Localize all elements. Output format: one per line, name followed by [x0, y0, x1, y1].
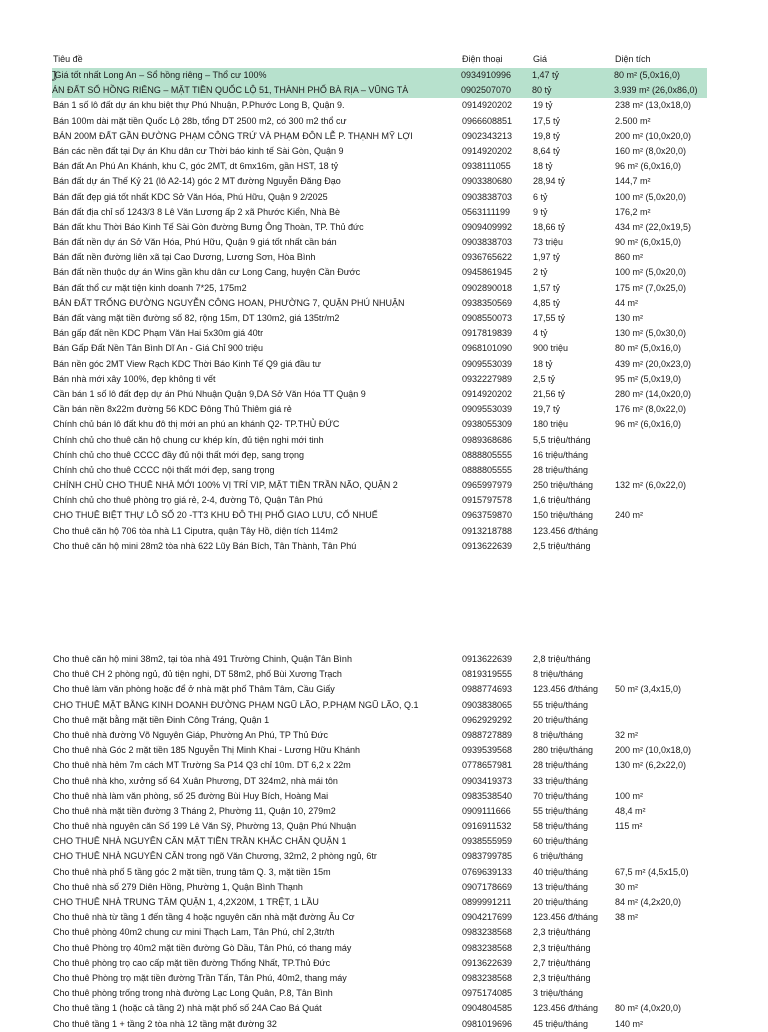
listing-area: 160 m² (8,0x20,0): [615, 145, 687, 156]
listing-price: 5,5 triệu/tháng: [533, 434, 591, 445]
listing-phone: 0988774693: [462, 684, 513, 695]
listing-phone: 0939539568: [462, 745, 513, 756]
table-row: [52, 83, 707, 98]
table-row: [53, 357, 768, 372]
listing-price: 123.456 đ/tháng: [533, 525, 599, 536]
listing-area: 67,5 m² (4,5x15,0): [615, 866, 689, 877]
listing-area: 80 m² (5,0x16,0): [615, 343, 682, 354]
blank-gap: [53, 554, 768, 652]
listing-area: 130 m² (6,2x22,0): [615, 760, 687, 771]
listing-phone: 0945861945: [462, 267, 513, 278]
listing-price: 70 triệu/tháng: [533, 790, 589, 801]
listing-title: Bán đất nền đường liên xã tại Cao Dương, Lương Sơn, Hòa Bình: [53, 252, 316, 263]
listing-title: CHO THUÊ NHÀ NGUYÊN CĂN trong ngõ Văn Chương, 32m2, 2 phòng ngủ, 6tr: [53, 851, 377, 862]
listing-area: 30 m²: [615, 881, 639, 892]
listing-area: 80 m² (4,0x20,0): [615, 1003, 682, 1014]
listing-price: 2,3 triệu/tháng: [533, 972, 591, 983]
listing-title: Cho thuê nhà đường Võ Nguyên Giáp, Phường An Phú, TP Thủ Đức: [53, 729, 329, 740]
listing-title: Cho thuê căn hộ mini 28m2 tòa nhà 622 Lũy Bán Bích, Tân Thành, Tân Phú: [53, 540, 357, 551]
listing-title: Bán đất vàng mặt tiền đường số 82, rộng 15m, DT 130m2, giá 135tr/m2: [53, 313, 340, 323]
listing-area: 176,2 m²: [615, 206, 651, 217]
listing-price: 4,85 tỷ: [533, 297, 561, 308]
table-row: [53, 971, 768, 986]
listing-title: Cho thuê Phòng trọ mặt tiền đường Trần Tấn, Tân Phú, 40m2, thang máy: [53, 972, 347, 983]
listing-phone: 0975174085: [462, 988, 513, 999]
listing-price: 6 triệu/tháng: [533, 851, 584, 862]
header-title: Tiêu đề: [53, 54, 83, 64]
listing-phone: 0981019696: [462, 1018, 513, 1029]
listing-phone: 0932227989: [462, 373, 513, 384]
listing-phone: 0914920202: [462, 145, 513, 156]
listing-title: Bán 1 số lô đất dự án khu biệt thự Phú Nhuận, P.Phước Long B, Quận 9.: [53, 100, 345, 111]
listing-price: 28 triệu/tháng: [533, 464, 589, 475]
listing-area: 130 m² (5,0x30,0): [615, 328, 687, 339]
listing-price: 123.456 đ/tháng: [533, 912, 599, 923]
listing-phone: 0909553039: [462, 404, 513, 415]
listing-price: 1,47 tỷ: [532, 70, 560, 80]
listing-phone: 0988727889: [462, 729, 513, 740]
listing-area: 439 m² (20,0x23,0): [615, 358, 692, 369]
listing-title: ⃣ Giá tốt nhất Long An – Sổ hồng riêng – Thổ cư 100%: [52, 70, 267, 80]
listing-title: Cho thuê nhà phố 5 tầng góc 2 mặt tiền, trung tâm Q. 3, mặt tiền 15m: [53, 866, 331, 877]
listing-phone: 0913622639: [462, 957, 513, 968]
listing-price: 1,6 triệu/tháng: [533, 495, 591, 506]
listing-price: 33 triệu/tháng: [533, 775, 589, 786]
listing-price: 123.456 đ/tháng: [533, 684, 599, 695]
table-row: [53, 789, 768, 804]
table-row: [53, 129, 768, 144]
listing-area: 3.939 m² (26,0x86,0): [614, 85, 698, 96]
listing-price: 900 triệu: [533, 343, 569, 354]
listing-phone: 0903380680: [462, 176, 513, 187]
table-row: [53, 114, 768, 129]
table-row: [53, 205, 768, 220]
listing-title: Bán nền góc 2MT View Rạch KDC Thời Báo Kinh Tế Q9 giá đầu tư: [53, 358, 321, 369]
listing-price: 2,3 triệu/tháng: [533, 942, 591, 953]
listing-area: 200 m² (10,0x18,0): [615, 745, 692, 756]
listing-title: Chính chủ cho thuê căn hộ chung cư khép kín, đủ tiện nghi mới tinh: [53, 434, 324, 445]
listing-price: 45 triệu/tháng: [533, 1018, 589, 1029]
listing-title: Cho thuê CH 2 phòng ngủ, đủ tiện nghi, DT 58m2, phố Bùi Xương Trạch: [53, 669, 342, 680]
table-row: [53, 834, 768, 849]
listing-price: 6 tỷ: [533, 191, 548, 202]
listing-area: 132 m² (6,0x22,0): [615, 480, 687, 491]
listing-title: CHO THUÊ BIỆT THỰ LÔ SỐ 20 -TT3 KHU ĐÔ THỊ PHỐ GIAO LƯU, CỔ NHUẾ: [53, 510, 378, 521]
listing-title: Bán đất khu Thời Báo Kinh Tế Sài Gòn đường Bưng Ông Thoàn, TP. Thủ đức: [53, 221, 364, 232]
table-row: [53, 713, 768, 728]
listing-price: 1,57 tỷ: [533, 282, 561, 293]
table-row: [53, 941, 768, 956]
listing-phone: 0902507070: [461, 85, 512, 96]
listing-title: Cho thuê tầng 1 + tầng 2 tòa nhà 12 tầng mặt đường 32: [53, 1018, 277, 1029]
listing-area: 115 m²: [615, 821, 643, 832]
listing-title: Bán gấp đất nền KDC Phạm Văn Hai 5x30m giá 40tr: [53, 328, 264, 339]
table-row: [53, 250, 768, 265]
table-row: [53, 372, 768, 387]
listing-price: 20 triệu/tháng: [533, 714, 589, 725]
listing-phone: 0909553039: [462, 358, 513, 369]
table-row: [53, 910, 768, 925]
table-row: [53, 667, 768, 682]
listing-price: 2 tỷ: [533, 267, 548, 278]
listing-area: 100 m² (5,0x20,0): [615, 191, 687, 202]
listing-area: 90 m² (6,0x15,0): [615, 237, 682, 248]
listing-phone: 0913622639: [462, 540, 513, 551]
listing-phone: 0917819839: [462, 328, 513, 339]
table-row: [53, 98, 768, 113]
table-row: [53, 417, 768, 432]
listing-title: Cần bán 1 số lô đất đẹp dự án Phú Nhuận Quận 9,DA Sở Văn Hóa TT Quận 9: [53, 388, 366, 399]
listing-title: Bán đất địa chỉ số 1243/3 8 Lê Văn Lương ấp 2 xã Phước Kiển, Nhà Bè: [53, 206, 341, 217]
listing-title: Chính chủ cho thuê phòng trọ giá rẻ, 2-4, đường Tô, Quận Tân Phú: [53, 495, 323, 506]
listing-price: 280 triệu/tháng: [533, 745, 594, 756]
listing-phone: 0914920202: [462, 100, 513, 111]
table-row: [53, 478, 768, 493]
listing-title: Cho thuê nhà kho, xưởng số 64 Xuân Phương, DT 324m2, nhà mái tôn: [53, 775, 338, 786]
listing-title: Cho thuê phòng trọ cao cấp mặt tiền đường Thống Nhất, TP.Thủ Đức: [53, 957, 331, 968]
table-row: [53, 402, 768, 417]
listing-area: 100 m² (5,0x20,0): [615, 267, 687, 278]
listing-title: Chính chủ cho thuê CCCC nội thất mới đẹp, sang trọng: [53, 464, 275, 475]
listing-price: 16 triệu/tháng: [533, 449, 589, 460]
listing-phone: 0934910996: [461, 70, 512, 80]
listing-title: Cho thuê nhà mặt tiền đường 3 Tháng 2, Phường 11, Quận 10, 279m2: [53, 805, 336, 816]
listing-price: 19,7 tỷ: [533, 404, 561, 415]
table-row: [53, 728, 768, 743]
listing-phone: 0966608851: [462, 115, 513, 126]
header-price: Giá: [533, 54, 548, 64]
listing-title: Cho thuê phòng trống trong nhà đường Lạc Long Quân, P.8, Tân Bình: [53, 988, 333, 999]
listing-phone: 0962929292: [462, 714, 513, 725]
table-row: [53, 311, 768, 326]
listing-title: Bán các nền đất tại Dự án Khu dân cư Thời báo kinh tế Sài Gòn, Quận 9: [53, 145, 344, 156]
table-row: [53, 433, 768, 448]
table-row: [53, 326, 768, 341]
table-row: [53, 865, 768, 880]
listing-price: 150 triệu/tháng: [533, 510, 594, 521]
listing-title: Bán đất đẹp giá tốt nhất KDC Sở Văn Hóa, Phú Hữu, Quận 9 2/2025: [53, 191, 328, 202]
listing-price: 18 tỷ: [533, 161, 553, 172]
listing-price: 8 triệu/tháng: [533, 729, 584, 740]
listing-title: Cho thuê nhà từ tầng 1 đến tầng 4 hoặc nguyên căn nhà mặt đường Âu Cơ: [53, 912, 355, 923]
listing-phone: 0888805555: [462, 449, 513, 460]
listing-area: 100 m²: [615, 790, 644, 801]
listing-price: 40 triệu/tháng: [533, 866, 589, 877]
listing-price: 73 triệu: [533, 237, 564, 248]
table-row: [53, 1001, 768, 1016]
listing-title: Cho thuê mặt bằng mặt tiền Đinh Công Tráng, Quận 1: [53, 714, 270, 725]
listing-area: 130 m²: [615, 313, 644, 323]
listing-title: Cho thuê phòng 40m2 chung cư mini Thạch Lam, Tân Phú, chỉ 2,3tr/th: [53, 927, 335, 938]
listing-price: 55 triệu/tháng: [533, 699, 589, 710]
listing-rows-bottom: [53, 652, 768, 1032]
table-row: [53, 341, 768, 356]
listing-area: 84 m² (4,2x20,0): [615, 897, 682, 907]
table-row: [53, 281, 768, 296]
listing-rows-top: [53, 68, 768, 554]
listing-title: Bán đất dự án Thế Kỷ 21 (lô A2-14) góc 2 MT đường Nguyễn Đăng Đạo: [53, 176, 341, 187]
listing-price: 1,97 tỷ: [533, 252, 561, 263]
listing-phone: 0899991211: [462, 897, 512, 907]
listing-phone: 0913622639: [462, 654, 513, 664]
listing-phone: 0904804585: [462, 1003, 513, 1014]
listing-title: Cho thuê nhà số 279 Diên Hồng, Phường 1, Quận Bình Thạnh: [53, 881, 303, 892]
listing-area: 200 m² (10,0x20,0): [615, 130, 692, 141]
table-row: [53, 463, 768, 478]
listing-phone: 0914920202: [462, 388, 513, 399]
listing-price: 21,56 tỷ: [533, 388, 566, 399]
listing-price: 123.456 đ/tháng: [533, 1003, 599, 1014]
listing-price: 3 triệu/tháng: [533, 988, 584, 999]
table-row: [53, 819, 768, 834]
listing-title: Bán Gấp Đất Nền Tân Bình Dĩ An - Giá Chỉ 900 triệu: [53, 343, 263, 354]
listing-phone: 0902890018: [462, 282, 513, 293]
listing-phone: 0909409992: [462, 221, 513, 232]
listing-phone: 0903838703: [462, 191, 513, 202]
listing-phone: 0915797578: [462, 495, 513, 506]
listing-title: CHO THUÊ NHÀ NGUYÊN CĂN MẶT TIỀN TRẦN KHẮC CHÂN QUẬN 1: [53, 836, 347, 847]
table-row: [53, 265, 768, 280]
listing-phone: 0903419373: [462, 775, 513, 786]
listing-price: 19 tỷ: [533, 100, 553, 111]
listing-price: 250 triệu/tháng: [533, 480, 594, 491]
listing-price: 180 triệu: [533, 419, 569, 430]
table-row: [53, 524, 768, 539]
listing-price: 80 tỷ: [532, 85, 552, 96]
listing-price: 20 triệu/tháng: [533, 897, 589, 907]
listing-area: 860 m²: [615, 252, 644, 263]
listing-area: 96 m² (6,0x16,0): [615, 419, 682, 430]
listing-phone: 0769639133: [462, 866, 513, 877]
listing-title: BÁN ĐẤT TRỐNG ĐƯỜNG NGUYỄN CÔNG HOAN, PHƯỜNG 7, QUẬN PHÚ NHUẬN: [53, 297, 405, 308]
listing-title: Bán đất An Phú An Khánh, khu C, góc 2MT, dt 6mx16m, gần HST, 18 tỷ: [53, 161, 339, 172]
listing-area: 44 m²: [615, 297, 639, 308]
table-row: [53, 956, 768, 971]
listing-phone: 0902343213: [462, 130, 513, 141]
listing-title: CHO THUÊ MẶT BẰNG KINH DOANH ĐƯỜNG PHẠM NGŨ LÃO, P.PHẠM NGŨ LÃO, Q.1: [53, 699, 419, 710]
listing-area: 96 m² (6,0x16,0): [615, 161, 682, 172]
listing-area: 280 m² (14,0x20,0): [615, 388, 692, 399]
listing-phone: 0938350569: [462, 297, 513, 308]
table-row: [53, 493, 768, 508]
listing-title: Bán đất nền thuộc dự án Wins gần khu dân cư Long Cang, huyện Cần Đước: [53, 267, 361, 278]
table-row: [53, 880, 768, 895]
listing-area: 95 m² (5,0x19,0): [615, 373, 682, 384]
listing-phone: 0913218788: [462, 525, 513, 536]
listing-title: Cho thuê làm văn phòng hoặc để ở nhà mặt phố Thâm Tâm, Cầu Giấy: [53, 684, 335, 695]
table-row: [53, 387, 768, 402]
listing-title: Cho thuê tầng 1 (hoặc cả tầng 2) nhà mặt phố số 24A Cao Bá Quát: [53, 1003, 322, 1014]
listing-price: 4 tỷ: [533, 328, 548, 339]
table-row: [53, 220, 768, 235]
listing-price: 8 triệu/tháng: [533, 669, 584, 680]
listing-area: 240 m²: [615, 510, 644, 521]
listing-title: Cho thuê nhà hẻm 7m cách MT Trường Sa P14 Q3 chỉ 10m. DT 6,2 x 22m: [53, 760, 351, 771]
header-area: Diện tích: [615, 54, 651, 64]
listing-price: 9 tỷ: [533, 206, 548, 217]
listing-price: 19,8 tỷ: [533, 130, 561, 141]
listing-phone: 0909111666: [462, 805, 511, 816]
table-row: [53, 539, 768, 554]
listing-price: 28 triệu/tháng: [533, 760, 589, 771]
table-row: [53, 682, 768, 697]
table-header: [53, 52, 768, 68]
listing-phone: 0983799785: [462, 851, 513, 862]
listing-title: Cho thuê Phòng trọ 40m2 mặt tiền đường Gò Dầu, Tân Phú, có thang máy: [53, 942, 352, 953]
table-row: [53, 849, 768, 864]
listing-phone: 0983538540: [462, 790, 513, 801]
listing-phone: 0983238568: [462, 927, 513, 938]
listing-phone: 0983238568: [462, 972, 513, 983]
listing-phone: 0983238568: [462, 942, 513, 953]
listing-phone: 0938055309: [462, 419, 513, 430]
listing-phone: 0563111199: [462, 206, 511, 217]
table-row: [53, 1017, 768, 1032]
table-row: [53, 508, 768, 523]
listing-phone: 0968101090: [462, 343, 513, 354]
table-row: [53, 448, 768, 463]
listing-phone: 0938555959: [462, 836, 513, 847]
listing-phone: 0936765622: [462, 252, 513, 263]
listing-area: 144,7 m²: [615, 176, 651, 187]
table-row: [53, 743, 768, 758]
listing-phone: 0903838065: [462, 699, 513, 710]
listing-price: 2,5 tỷ: [533, 373, 556, 384]
table-row: [53, 144, 768, 159]
listing-title: Cho thuê nhà làm văn phòng, số 25 đường Bùi Huy Bích, Hoàng Mai: [53, 790, 329, 801]
listing-area: 140 m²: [615, 1018, 644, 1029]
listing-phone: 0965997979: [462, 480, 513, 491]
listing-title: CHO THUÊ NHÀ TRUNG TÂM QUẬN 1, 4,2X20M, 1 TRỆT, 1 LẦU: [53, 897, 319, 907]
listing-title: Chính chủ cho thuê CCCC đầy đủ nội thất mới đẹp, sang trọng: [53, 449, 305, 460]
table-row: [53, 774, 768, 789]
listing-phone: 0938111055: [462, 161, 511, 172]
listing-title: Cho thuê căn hộ mini 38m2, tại tòa nhà 491 Trường Chinh, Quận Tân Bình: [53, 654, 352, 664]
listing-price: 55 triệu/tháng: [533, 805, 589, 816]
listing-title: Cho thuê nhà Góc 2 mặt tiền 185 Nguyễn Thị Minh Khai - Lương Hữu Khánh: [53, 745, 360, 756]
listing-title: Chính chủ bán lô đất khu đô thị mới an phú an khánh Q2- TP.THỦ ĐỨC: [53, 419, 340, 430]
listing-price: 2,7 triệu/tháng: [533, 957, 591, 968]
listing-price: 13 triệu/tháng: [533, 881, 589, 892]
listing-title: ÁN ĐẤT SỔ HỒNG RIÊNG – MẶT TIỀN QUỐC LỘ 51, THÀNH PHỐ BÀ RỊA – VŨNG TÀ: [52, 85, 409, 96]
listing-area: 80 m² (5,0x16,0): [614, 70, 681, 80]
table-row: [53, 652, 768, 667]
listing-phone: 0963759870: [462, 510, 513, 521]
listing-area: 48,4 m²: [615, 805, 646, 816]
table-row: [53, 296, 768, 311]
listing-price: 18,66 tỷ: [533, 221, 566, 232]
listing-title: Cho thuê nhà nguyên căn Số 199 Lê Văn Sỹ, Phường 13, Quận Phú Nhuận: [53, 821, 357, 832]
listing-price: 2,5 triệu/tháng: [533, 540, 591, 551]
listing-table: [53, 52, 768, 1032]
table-row: [53, 895, 768, 910]
listing-area: 176 m² (8,0x22,0): [615, 404, 687, 415]
listing-phone: 0907178669: [462, 881, 513, 892]
listing-title: Bán nhà mới xây 100%, đẹp không tì vết: [53, 373, 216, 384]
table-row: [53, 925, 768, 940]
listing-area: 2.500 m²: [615, 115, 651, 126]
listing-area: 50 m² (3,4x15,0): [615, 684, 682, 695]
listing-phone: 0916911532: [462, 821, 512, 832]
listing-title: Bán đất thổ cư mặt tiện kinh doanh 7*25, 175m2: [53, 282, 247, 293]
listing-price: 8,64 tỷ: [533, 145, 561, 156]
listing-price: 2,3 triệu/tháng: [533, 927, 591, 938]
table-row: [53, 190, 768, 205]
listing-phone: 0908550073: [462, 313, 513, 323]
listing-area: 434 m² (22,0x19,5): [615, 221, 692, 232]
listing-title: Cần bán nền 8x22m đường 56 KDC Đông Thủ Thiêm giá rẻ: [53, 404, 292, 415]
listing-price: 18 tỷ: [533, 358, 553, 369]
listing-title: Bán đất nền dự án Sở Văn Hóa, Phú Hữu, Quận 9 giá tốt nhất cần bán: [53, 237, 337, 248]
table-row: [53, 986, 768, 1001]
listing-area: 32 m²: [615, 729, 639, 740]
table-row: [53, 174, 768, 189]
table-row: [53, 804, 768, 819]
listing-title: Bán 100m dài mặt tiền Quốc Lộ 28b, tổng DT 2500 m2, có 300 m2 thổ cư: [53, 115, 347, 126]
header-phone: Điện thoại: [462, 54, 503, 64]
listing-phone: 0778657981: [462, 760, 513, 771]
listing-price: 60 triệu/tháng: [533, 836, 589, 847]
table-row: [53, 235, 768, 250]
listing-phone: 0904217699: [462, 912, 513, 923]
listing-phone: 0989368686: [462, 434, 513, 445]
listing-price: 28,94 tỷ: [533, 176, 566, 187]
table-row: [53, 758, 768, 773]
listing-price: 58 triệu/tháng: [533, 821, 589, 832]
listing-price: 17,55 tỷ: [533, 313, 566, 323]
listing-area: 175 m² (7,0x25,0): [615, 282, 687, 293]
listing-phone: 0888805555: [462, 464, 513, 475]
listing-title: BÁN 200M ĐẤT GẦN ĐƯỜNG PHẠM CÔNG TRỨ VÀ PHẠM ĐÔN LỄ P. THẠNH MỸ LỢI: [53, 130, 413, 141]
listing-title: Cho thuê căn hộ 706 tòa nhà L1 Ciputra, quận Tây Hồ, diện tích 114m2: [53, 525, 338, 536]
listing-phone: 0903838703: [462, 237, 513, 248]
listing-area: 238 m² (13,0x18,0): [615, 100, 692, 111]
listing-price: 17,5 tỷ: [533, 115, 561, 126]
listing-title: CHÍNH CHỦ CHO THUÊ NHÀ MỚI 100% VỊ TRÍ VIP, MẶT TIỀN TRẦN NÃO, QUẬN 2: [53, 480, 398, 491]
listing-area: 38 m²: [615, 912, 639, 923]
table-row: [52, 68, 707, 83]
listing-phone: 0819319555: [462, 669, 513, 680]
table-row: [53, 159, 768, 174]
table-row: [53, 698, 768, 713]
listing-price: 2,8 triệu/tháng: [533, 654, 591, 664]
